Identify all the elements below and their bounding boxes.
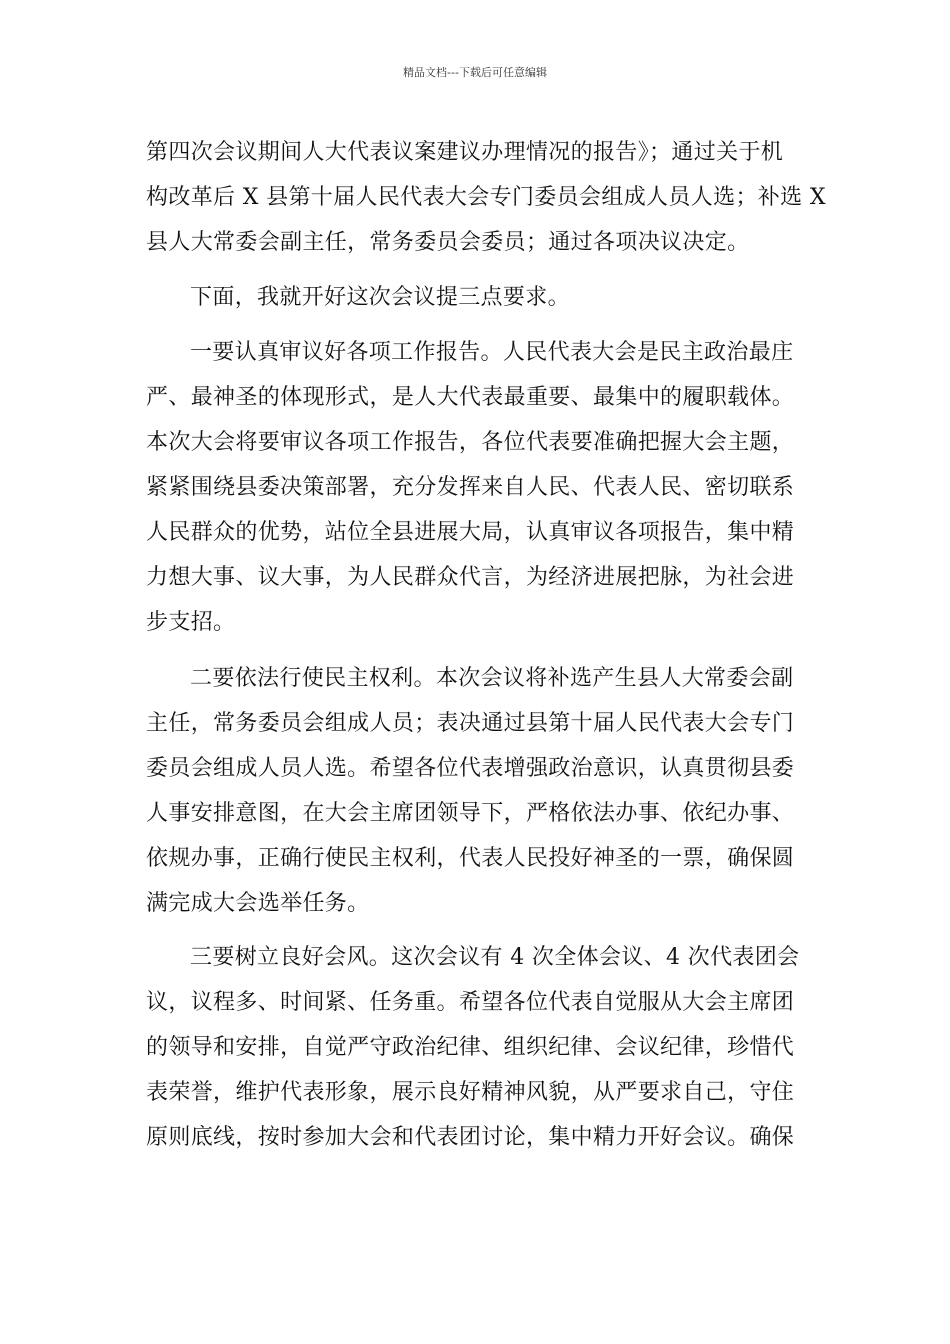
text-line: 依规办事，正确行使民主权利，代表人民投好神圣的一票，确保圆	[146, 846, 795, 871]
text-line: 紧紧围绕县委决策部署，充分发挥来自人民、代表人民、密切联系	[146, 475, 795, 500]
page-header: 精品文档---下载后可任意编辑	[403, 66, 547, 79]
text-line: 力想大事、议大事，为人民群众代言，为经济进展把脉，为社会进	[146, 565, 795, 590]
paragraph-line: 二要依法行使民主权利。本次会议将补选产生县人大常委会副	[190, 666, 794, 691]
text-line: 本次大会将要审议各项工作报告，各位代表要准确把握大会主题，	[146, 430, 795, 455]
text-line: 步支招。	[146, 610, 236, 635]
text-line: 县人大常委会副主任，常务委员会委员；通过各项决议决定。	[146, 230, 750, 255]
text-line: 委员会组成人员人选。希望各位代表增强政治意识，认真贯彻县委	[146, 756, 795, 781]
text-line: 构改革后 X 县第十届人民代表大会专门委员会组成人员人选；补选 X	[146, 185, 826, 210]
text-line: 表荣誉，维护代表形象，展示良好精神风貌，从严要求自己，守住	[146, 1080, 795, 1105]
text-line: 人民群众的优势，站位全县进展大局，认真审议各项报告，集中精	[146, 520, 795, 545]
text-line: 人事安排意图，在大会主席团领导下，严格依法办事、依纪办事、	[146, 801, 795, 826]
text-line: 原则底线，按时参加大会和代表团讨论，集中精力开好会议。确保	[146, 1125, 795, 1150]
text-line: 议，议程多、时间紧、任务重。希望各位代表自觉服从大会主席团	[146, 990, 795, 1015]
text-line: 第四次会议期间人大代表议案建议办理情况的报告》；通过关于机	[146, 140, 784, 165]
paragraph-line: 下面，我就开好这次会议提三点要求。	[190, 285, 570, 310]
text-line: 主任，常务委员会组成人员；表决通过县第十届人民代表大会专门	[146, 711, 795, 736]
text-line: 满完成大会选举任务。	[146, 891, 370, 916]
text-line: 严、最神圣的体现形式，是人大代表最重要、最集中的履职载体。	[146, 385, 795, 410]
paragraph-line: 三要树立良好会风。这次会议有 4 次全体会议、4 次代表团会	[190, 945, 800, 970]
text-line: 的领导和安排，自觉严守政治纪律、组织纪律、会议纪律，珍惜代	[146, 1035, 795, 1060]
paragraph-line: 一要认真审议好各项工作报告。人民代表大会是民主政治最庄	[190, 340, 794, 365]
